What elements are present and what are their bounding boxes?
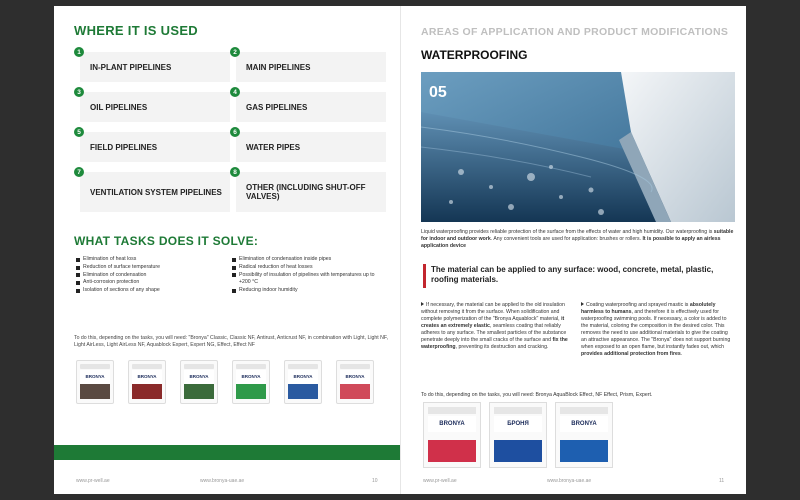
- usage-item-label: FIELD PIPELINES: [90, 142, 158, 152]
- col1-text-e: , preventing its destruction and cracking.: [455, 344, 549, 350]
- square-bullet-icon: [76, 273, 80, 277]
- bucket-lid: [236, 364, 266, 369]
- square-bullet-icon: [76, 281, 80, 285]
- brochure-spread: [54, 6, 746, 494]
- photo-svg: [421, 72, 735, 222]
- product-bucket: [128, 360, 166, 404]
- bucket-brand: BRONYA: [184, 370, 214, 384]
- usage-item-label: OTHER (INCLUDING SHUT-OFF VALVES): [246, 183, 366, 201]
- page-number: 10: [372, 478, 378, 484]
- bucket-brand: BRONYA: [236, 370, 266, 384]
- usage-item-label: GAS PIPELINES: [246, 102, 308, 112]
- square-bullet-icon: [232, 273, 236, 277]
- section-header: AREAS OF APPLICATION AND PRODUCT MODIFICATIONS: [421, 26, 729, 38]
- footer-site-2[interactable]: www.bronya-uae.ae: [200, 478, 245, 484]
- product-bucket: [180, 360, 218, 404]
- col2-bold-d: provides additional protection from fires: [581, 351, 681, 357]
- callout-bar: [423, 264, 426, 288]
- usage-item-number: 5: [74, 127, 84, 137]
- col2-paragraph: [581, 302, 733, 358]
- footer-site-2[interactable]: www.bronya-uae.ae: [547, 478, 592, 484]
- product-bucket: [76, 360, 114, 404]
- bullet-arrow-icon: [421, 302, 424, 306]
- usage-item-number: 4: [230, 87, 240, 97]
- image-number: 05: [429, 84, 447, 101]
- bucket-brand: BRONYA: [132, 370, 162, 384]
- bucket-brand: BRONYA: [428, 416, 476, 432]
- bucket-brand: БРОНЯ: [494, 416, 542, 432]
- usage-item-number: 6: [230, 127, 240, 137]
- tasks-column-1: [76, 256, 226, 295]
- intro-bold-1: suitable for indoor and outdoor work: [421, 229, 734, 242]
- col2-text-e: .: [680, 351, 683, 357]
- task-item: [232, 287, 382, 295]
- heading-where-used: WHERE IT IS USED: [74, 23, 198, 38]
- task-item: [76, 264, 226, 272]
- left-page: [54, 6, 400, 494]
- products-text-right: To do this, depending on the tasks, you will need: Bronya AquaBlock Effect, NF Effect, Prism, Expert.: [421, 392, 653, 398]
- bucket-lid: [184, 364, 214, 369]
- col1-text-c: , seamless coating that reliably adheres to any surface. The smallest particles of the substance penetrate deeply into the small cracks of the surface and: [421, 323, 567, 343]
- usage-item-number: 2: [230, 47, 240, 57]
- task-item: [76, 256, 226, 264]
- col1-text-a: If necessary, the material can be applied to the old insulation without removing it from the surface. When solidification and complete polymerization of the "Bronya Aquablock" material,: [421, 302, 565, 322]
- products-text: To do this, depending on the tasks, you will need: "Bronya" Classic, Classic NF, Antirust, Anticrust NF, in combination with Light, Light NF, Light AirLess, Light AirLess NF, Aquablock Expert, Expert NG, Effect, Effect NF: [74, 335, 388, 348]
- task-text: Reducing indoor humidity: [239, 287, 298, 294]
- bucket-color-band: [184, 384, 214, 399]
- intro-paragraph: [421, 229, 737, 250]
- square-bullet-icon: [232, 289, 236, 293]
- waterproofing-photo: [421, 72, 735, 222]
- square-bullet-icon: [76, 258, 80, 262]
- task-text: Elimination of heat loss: [83, 256, 137, 262]
- bucket-color-band: [428, 440, 476, 462]
- product-bucket: [555, 402, 613, 468]
- product-bucket: [284, 360, 322, 404]
- page-number: 11: [719, 478, 725, 484]
- task-text: Elimination of condensation: [83, 271, 147, 278]
- col2-bold-b: absolutely harmless to humans: [581, 302, 716, 315]
- bucket-lid: [494, 407, 542, 414]
- task-item: [76, 287, 226, 295]
- intro-text-2: . Any convenient tools are used for application: brushes or rollers.: [490, 236, 643, 242]
- square-bullet-icon: [232, 266, 236, 270]
- footer-site-1[interactable]: www.pr-well.ae: [423, 478, 457, 484]
- bucket-lid: [288, 364, 318, 369]
- bucket-color-band: [132, 384, 162, 399]
- bucket-color-band: [80, 384, 110, 399]
- task-text: Possibility of insulation of pipelines with temperatures up to +200 °C: [239, 271, 375, 286]
- usage-item-label: OIL PIPELINES: [90, 102, 148, 112]
- square-bullet-icon: [232, 258, 236, 262]
- usage-item-number: 7: [74, 167, 84, 177]
- intro-text-1: Liquid waterproofing provides reliable protection of the surface from the effects of water and high humidity. Our waterproofing is: [421, 229, 714, 235]
- usage-item: [236, 92, 386, 122]
- product-bucket: [489, 402, 547, 468]
- bucket-lid: [132, 364, 162, 369]
- task-text: Reduction of surface temperature: [83, 263, 160, 270]
- usage-item: [80, 52, 230, 82]
- square-bullet-icon: [76, 289, 80, 293]
- col1-paragraph: [421, 302, 571, 351]
- heading-tasks: WHAT TASKS DOES IT SOLVE:: [74, 234, 259, 248]
- task-item: [232, 272, 382, 288]
- usage-item-label: VENTILATION SYSTEM PIPELINES: [90, 187, 222, 197]
- right-page: [400, 6, 746, 494]
- task-text: Elimination of condensation inside pipes: [239, 256, 332, 262]
- green-band: [54, 445, 400, 460]
- usage-item-label: IN-PLANT PIPELINES: [90, 62, 172, 72]
- task-item: [76, 279, 226, 287]
- usage-item: [236, 172, 386, 212]
- task-item: [232, 256, 382, 264]
- bucket-color-band: [340, 384, 370, 399]
- usage-item: [80, 92, 230, 122]
- tasks-column-2: [232, 256, 382, 295]
- footer-site-1[interactable]: www.pr-well.ae: [76, 478, 110, 484]
- product-bucket: [336, 360, 374, 404]
- bucket-lid: [560, 407, 608, 414]
- bucket-brand: BRONYA: [340, 370, 370, 384]
- task-text: Anti-corrosion protection: [83, 279, 140, 286]
- task-item: [76, 272, 226, 280]
- col2-text-c: , and therefore it is effectively used for waterproofing swimming pools. If necessary, a color is added to the material, coloring the composition in the desired color. This removes the need to use additional materials to give the coating an attractive appearance. The "Bronya" does not support burning when exposed to an open flame, but instantly fades out, which: [581, 309, 731, 350]
- usage-item-label: WATER PIPES: [246, 142, 301, 152]
- usage-item: [80, 132, 230, 162]
- bucket-brand: BRONYA: [288, 370, 318, 384]
- bucket-color-band: [494, 440, 542, 462]
- usage-item: [80, 172, 230, 212]
- usage-item-number: 1: [74, 47, 84, 57]
- bucket-color-band: [288, 384, 318, 399]
- product-bucket: [423, 402, 481, 468]
- intro-bold-2: It is possible to apply an airless application device: [421, 236, 721, 249]
- usage-item-label: MAIN PIPELINES: [246, 62, 311, 72]
- usage-item-number: 8: [230, 167, 240, 177]
- square-bullet-icon: [76, 266, 80, 270]
- bucket-brand: BRONYA: [560, 416, 608, 432]
- task-item: [232, 264, 382, 272]
- col2-text-a: Coating waterproofing and sprayed mastic is: [586, 302, 690, 308]
- product-bucket: [232, 360, 270, 404]
- bullet-arrow-icon: [581, 302, 584, 306]
- usage-item: [236, 132, 386, 162]
- bucket-color-band: [560, 440, 608, 462]
- bucket-brand: BRONYA: [80, 370, 110, 384]
- callout-text: The material can be applied to any surface: wood, concrete, metal, plastic, roofing materials.: [431, 265, 714, 284]
- usage-item-number: 3: [74, 87, 84, 97]
- bucket-lid: [80, 364, 110, 369]
- bucket-lid: [340, 364, 370, 369]
- section-title: WATERPROOFING: [421, 48, 528, 62]
- col1-bold-b: it creates an extremely elastic: [421, 316, 565, 329]
- bucket-lid: [428, 407, 476, 414]
- bucket-color-band: [236, 384, 266, 399]
- usage-item: [236, 52, 386, 82]
- col1-bold-d: fix the waterproofing: [421, 337, 568, 350]
- task-text: Isolation of sections of any shape: [83, 287, 160, 294]
- task-text: Radical reduction of heat losses: [239, 263, 313, 270]
